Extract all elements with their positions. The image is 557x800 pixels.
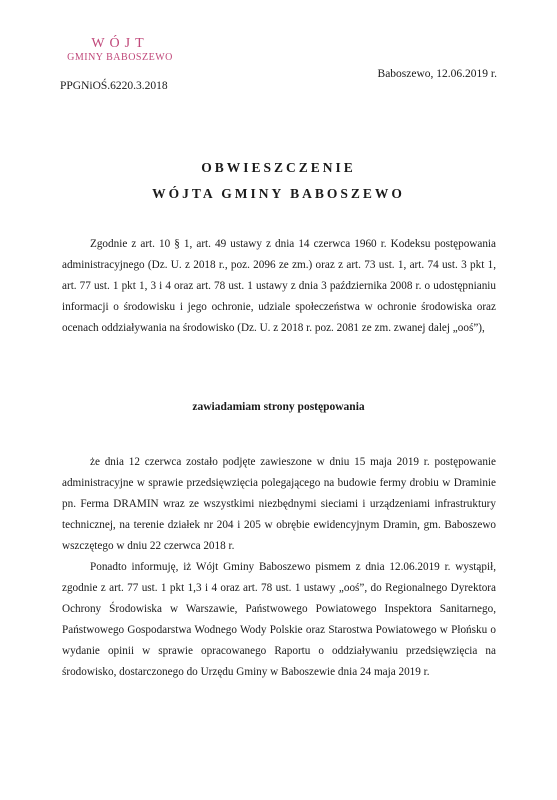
suspension-paragraph: że dnia 12 czerwca zostało podjęte zawieszone w dniu 15 maja 2019 r. postępowanie administracyjne w sprawie przedsięwzięcia polegającego na budowie fermy drobiu w Draminie pn. Ferma DRAMIN wraz ze wszystkimi niezbędnymi sieciami i urządzeniami infrastruktury technicznej, na terenie działek nr 204 i 205 w obrębie ewidencyjnym Dramin, gm. Baboszewo wszczętego w dniu 22 czerwca 2018 r. (62, 456, 496, 552)
notification-line: zawiadamiam strony postępowania (192, 401, 365, 413)
official-stamp (60, 36, 180, 64)
legal-basis-paragraph: Zgodnie z art. 10 § 1, art. 49 ustawy z dnia 14 czerwca 1960 r. Kodeksu postępowania administracyjnego (Dz. U. z 2018 r., poz. 2096 ze zm.) oraz z art. 73 ust. 1, art. 74 ust. 3 pkt 1, art. 77 ust. 1 pkt 1, 3 i 4 oraz art. 78 ust. 1 ustawy z dnia 3 października 2008 r. o udostępnianiu informacji o środowisku i jego ochronie, udziale społeczeństwa w ochronie środowiska oraz ocenach oddziaływania na środowisko (Dz. U. z 2018 r. poz. 2081 ze zm. zwanej dalej „ooś”), (62, 238, 496, 334)
document-heading-line-1: OBWIESZCZENIE (201, 160, 356, 175)
document-heading-line-2: WÓJTA GMINY BABOSZEWO (152, 186, 405, 201)
place-and-date: Baboszewo, 12.06.2019 r. (377, 68, 497, 80)
stamp-subtitle: GMINY BABOSZEWO (67, 52, 173, 63)
further-info-paragraph: Ponadto informuję, iż Wójt Gminy Baboszewo pismem z dnia 12.06.2019 r. wystąpił, zgodnie z art. 77 ust. 1 pkt 1,3 i 4 oraz art. 78 ust. 1 ustawy „ooś”, do Regionalnego Dyrektora Ochrony Środowiska w Warszawie, Państwowego Powiatowego Inspektora Sanitarnego, Państwowego Gospodarstwa Wodnego Wody Polskie oraz Starostwa Powiatowego w Płońsku o wydanie opinii w sprawie opracowanego Raportu o oddziaływaniu przedsięwzięcia na środowisko, dostarczonego do Urzędu Gminy w Baboszewie dnia 24 maja 2019 r. (62, 561, 496, 678)
stamp-title: WÓJT (91, 36, 149, 51)
reference-number: PPGNiOŚ.6220.3.2018 (60, 80, 168, 92)
